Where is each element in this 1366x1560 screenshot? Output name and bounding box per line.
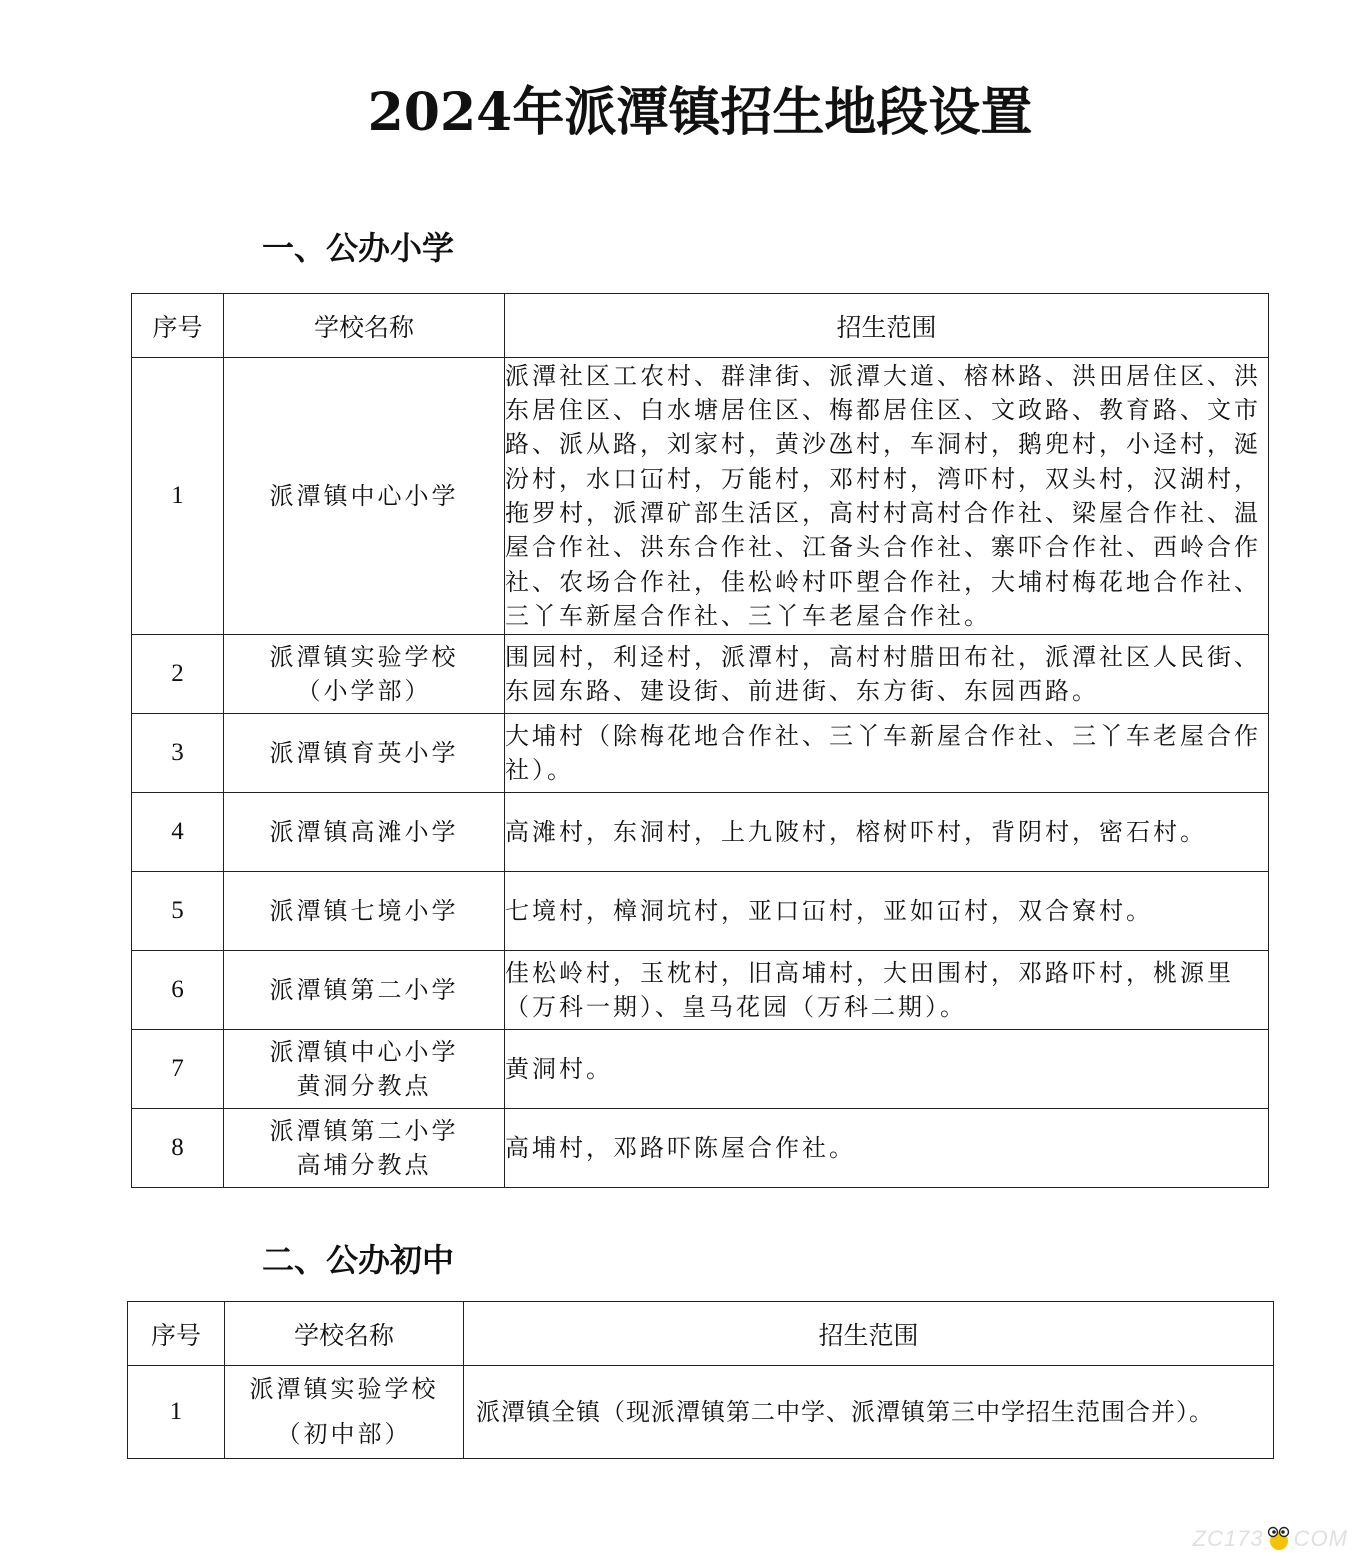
- enrollment-range: 佳松岭村，玉枕村，旧高埔村，大田围村，邓路吓村，桃源里（万科一期）、皇马花园（万科二期）。: [505, 951, 1269, 1030]
- header-no: 序号: [128, 1302, 225, 1366]
- enrollment-range: 高滩村，东洞村，上九陂村，榕树吓村，背阴村，密石村。: [505, 793, 1269, 872]
- header-range: 招生范围: [464, 1302, 1274, 1366]
- middle-school-table: [127, 1301, 1274, 1459]
- table-row: [132, 793, 1269, 872]
- school-name-line: 派潭镇实验学校: [269, 643, 459, 671]
- table-row: [132, 1030, 1269, 1109]
- school-name-line: （初中部）: [276, 1420, 412, 1448]
- table-row: [128, 1366, 1274, 1459]
- school-name-line: 高埔分教点: [296, 1151, 432, 1179]
- row-number: 6: [132, 951, 224, 1030]
- school-name-line: 派潭镇七境小学: [269, 897, 459, 925]
- mascot-icon: [1265, 1526, 1293, 1552]
- header-school: 学校名称: [225, 1302, 464, 1366]
- section-heading-middle: 二、公办初中: [262, 1241, 455, 1279]
- enrollment-range: 高埔村，邓路吓陈屋合作社。: [505, 1109, 1269, 1188]
- section-heading-primary: 一、公办小学: [262, 229, 455, 267]
- primary-school-table: [131, 293, 1269, 1188]
- school-name-line: 派潭镇第二小学: [269, 976, 459, 1004]
- table-row: [132, 951, 1269, 1030]
- enrollment-range: 黄洞村。: [505, 1030, 1269, 1109]
- row-number: 1: [132, 358, 224, 635]
- school-name: [224, 1030, 505, 1109]
- row-number: 3: [132, 714, 224, 793]
- enrollment-range: 派潭社区工农村、群津街、派潭大道、榕林路、洪田居住区、洪东居住区、白水塘居住区、梅都居住区、文政路、教育路、文市路、派从路，刘家村，黄沙氹村，车洞村，鹅兜村，小迳村，涎汾村，水口冚村，万能村，邓村村，湾吓村，双头村，汉湖村，拖罗村，派潭矿部生活区，高村村高村合作社、梁屋合作社、温屋合作社、洪东合作社、江备头合作社、寨吓合作社、西岭合作社、农场合作社，佳松岭村吓塱合作社，大埔村梅花地合作社、三丫车新屋合作社、三丫车老屋合作社。: [505, 358, 1269, 635]
- watermark: [1193, 1526, 1348, 1552]
- table-row: [132, 1109, 1269, 1188]
- table-row: [132, 635, 1269, 714]
- document-title: 2024年派潭镇招生地段设置: [367, 82, 1033, 143]
- school-name: [224, 872, 505, 951]
- school-name-line: 派潭镇育英小学: [269, 739, 459, 767]
- enrollment-range: 大埔村（除梅花地合作社、三丫车新屋合作社、三丫车老屋合作社）。: [505, 714, 1269, 793]
- row-number: 2: [132, 635, 224, 714]
- school-name-line: 黄洞分教点: [296, 1072, 432, 1100]
- table-header-row: [132, 294, 1269, 358]
- header-range: 招生范围: [505, 294, 1269, 358]
- school-name-line: （小学部）: [296, 677, 432, 705]
- school-name: [224, 358, 505, 635]
- school-name: [224, 951, 505, 1030]
- row-number: 8: [132, 1109, 224, 1188]
- row-number: 1: [128, 1366, 225, 1459]
- school-name: [224, 714, 505, 793]
- school-name: [224, 635, 505, 714]
- header-no: 序号: [132, 294, 224, 358]
- enrollment-range: 七境村，樟洞坑村，亚口冚村，亚如冚村，双合寮村。: [505, 872, 1269, 951]
- row-number: 4: [132, 793, 224, 872]
- school-name: [224, 793, 505, 872]
- watermark-prefix: ZC173: [1192, 1526, 1264, 1551]
- table-row: [132, 358, 1269, 635]
- enrollment-range: 围园村，利迳村，派潭村，高村村腊田布社，派潭社区人民街、东园东路、建设街、前进街、东方街、东园西路。: [505, 635, 1269, 714]
- watermark-suffix: COM: [1293, 1526, 1348, 1551]
- school-name-line: 派潭镇实验学校: [249, 1375, 439, 1403]
- row-number: 5: [132, 872, 224, 951]
- enrollment-range: 派潭镇全镇（现派潭镇第二中学、派潭镇第三中学招生范围合并）。: [464, 1366, 1274, 1459]
- table-row: [132, 714, 1269, 793]
- school-name-line: 派潭镇中心小学: [269, 1038, 459, 1066]
- school-name: [225, 1366, 464, 1459]
- header-school: 学校名称: [224, 294, 505, 358]
- school-name: [224, 1109, 505, 1188]
- table-header-row: [128, 1302, 1274, 1366]
- school-name-line: 派潭镇高滩小学: [269, 818, 459, 846]
- school-name-line: 派潭镇第二小学: [269, 1117, 459, 1145]
- table-row: [132, 872, 1269, 951]
- row-number: 7: [132, 1030, 224, 1109]
- school-name-line: 派潭镇中心小学: [269, 482, 459, 510]
